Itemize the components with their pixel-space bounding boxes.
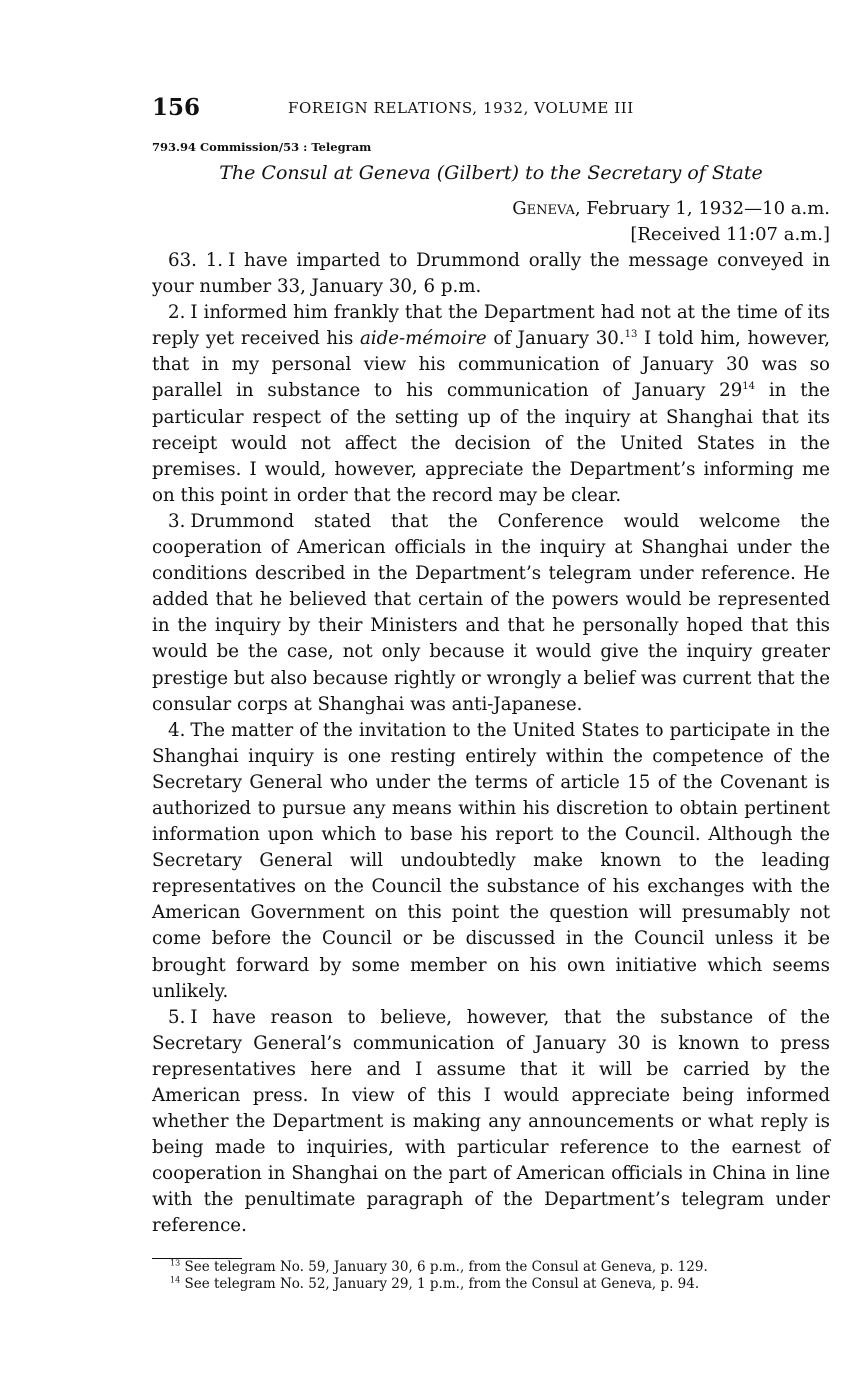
- dateline-received: [Received 11:07 a.m.]: [630, 224, 830, 245]
- footnote-text: See telegram No. 59, January 30, 6 p.m., from the Consul at Geneva, p. 129.: [184, 1258, 708, 1275]
- paragraph-marker: 3.: [168, 510, 186, 532]
- footnote-14: [170, 1276, 830, 1293]
- paragraph-text: I have imparted to Drummond orally the message conveyed in your number 33, January 30, 6 p.m.: [152, 250, 830, 298]
- aide-memoire-term: aide-mémoire: [359, 328, 487, 350]
- paragraph-2: [152, 300, 830, 509]
- footnote-13: [170, 1259, 830, 1276]
- dateline-sent: [152, 196, 830, 222]
- footnote-text: See telegram No. 52, January 29, 1 p.m., from the Consul at Geneva, p. 94.: [184, 1275, 700, 1292]
- paragraph-1: [152, 248, 830, 300]
- footnote-ref-14: 14: [742, 381, 755, 393]
- paragraph-3: [152, 509, 830, 718]
- footnote-ref-13: 13: [624, 329, 638, 341]
- running-head: FOREIGN RELATIONS, 1932, VOLUME III: [288, 99, 634, 117]
- paragraph-text: I have reason to believe, however, that the substance of the Secretary General’s communication of January 30 is known to press representatives here and I assume that it will be carried by the American press. In view of this I would appreciate being informed whether the Department is making any announcements or what reply is being made to inquiries, with particular reference to the earnest of cooperation in Shanghai on the part of American officials in China in line with the penultimate paragraph of the Department’s telegram under reference.: [152, 1006, 830, 1237]
- page-header: [152, 94, 830, 128]
- dateline-place: Geneva: [512, 198, 575, 219]
- paragraph-5: [152, 1005, 830, 1240]
- paragraph-text: of January 30.: [493, 328, 625, 350]
- footnote-number: 13: [170, 1258, 181, 1268]
- paragraph-text: I informed him frankly that the Department had not at the time of its reply yet received his: [152, 302, 830, 350]
- paragraph-text: Drummond stated that the Conference would welcome the cooperation of American officials in the inquiry at Shanghai under the conditions described in the Department’s telegram under reference. He added that he believed that certain of the powers would be represented in the inquiry by their Ministers and that he personally hoped that this would be the case, not only because it would give the inquiry greater prestige but also because rightly or wrongly a belief was current that the consular corps at Shanghai was anti-Japanese.: [152, 510, 830, 715]
- paragraph-4: [152, 718, 830, 1005]
- footnote-number: 14: [170, 1275, 181, 1285]
- paragraph-text: in the particular respect of the setting up of the inquiry at Shanghai that its receipt would not affect the decision of the United States in the premises. I would, however, appreciate the Department’s informing me on this point in order that the record may be clear.: [152, 380, 830, 506]
- document-title: The Consul at Geneva (Gilbert) to the Secretary of State: [219, 162, 763, 184]
- paragraph-marker: 5.: [168, 1006, 186, 1028]
- paragraph-marker: 2.: [168, 302, 186, 324]
- paragraph-marker: 4.: [168, 719, 186, 741]
- page-number: 156: [152, 94, 201, 121]
- paragraph-marker: 63. 1.: [168, 250, 224, 271]
- paragraph-text: The matter of the invitation to the United States to participate in the Shanghai inquiry is one resting entirely within the competence of the Secretary General who under the terms of article 15 of the Covenant is authorized to pursue any means within his discretion to obtain pertinent information upon which to base his report to the Council. Although the Secretary General will undoubtedly make known to the leading representatives on the Council the substance of his exchanges with the American Government on this point the question will presumably not come before the Council or be discussed in the Council unless it be brought forward by some member on his own initiative which seems unlikely.: [152, 719, 830, 1002]
- dateline: [152, 196, 830, 248]
- file-reference: 793.94 Commission/53 : Telegram: [152, 140, 372, 154]
- paragraph-text: I told him, however, that in my personal view his communication of January 30 was so parallel in substance to his communication of January 29: [152, 328, 831, 402]
- dateline-date: , February 1, 1932—10 a.m.: [574, 198, 830, 219]
- document-page: [152, 94, 830, 1293]
